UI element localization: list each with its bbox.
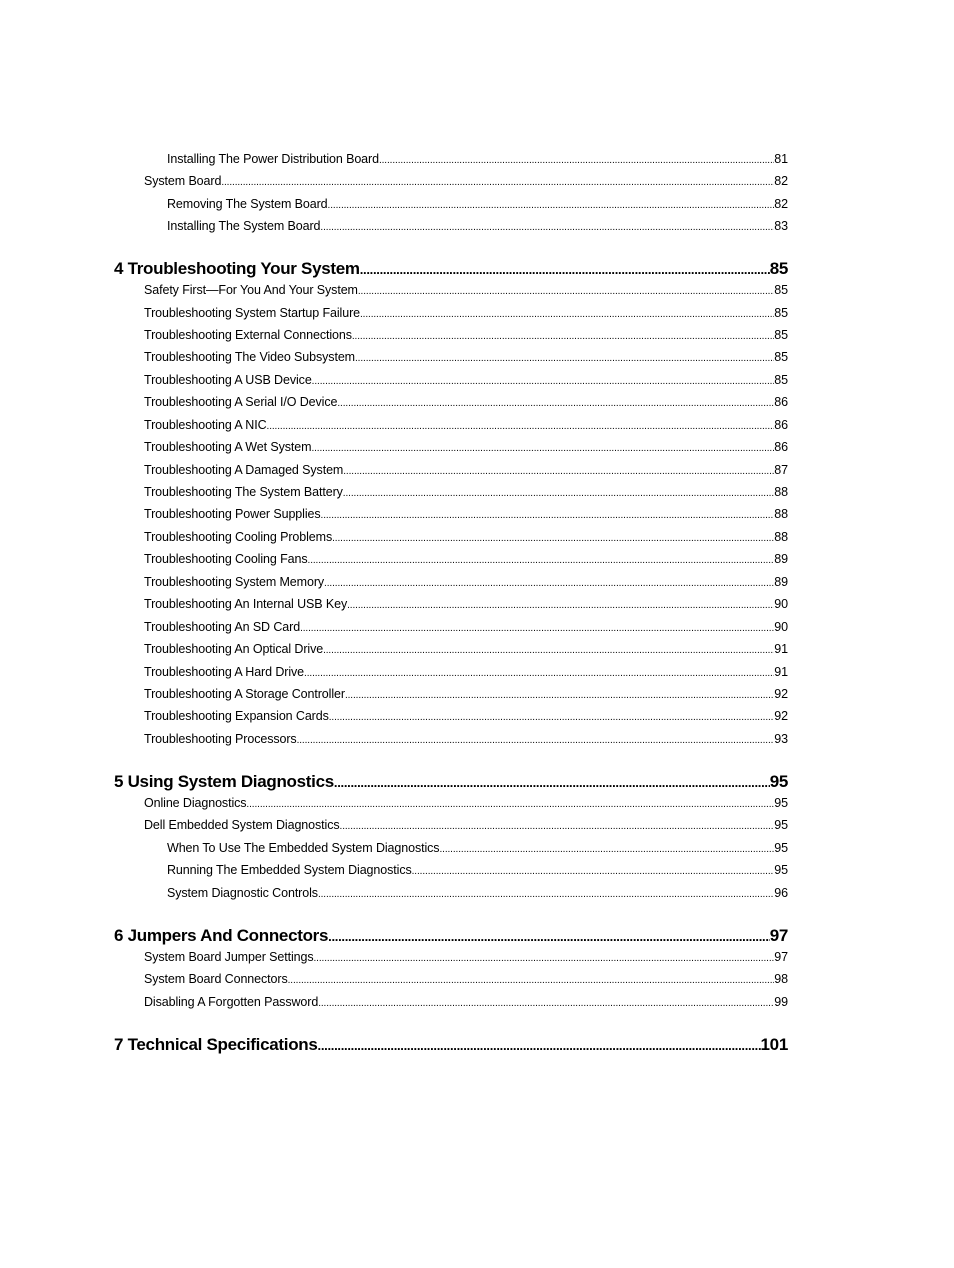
toc-entry-title: Troubleshooting An Optical Drive [144,642,324,656]
toc-page-number: 95 [774,818,788,832]
toc-page-number: 87 [774,463,788,477]
toc-page-number: 90 [774,620,788,634]
toc-section-entry[interactable] [144,395,788,409]
toc-page-number: 85 [769,259,788,278]
toc-page-number: 86 [774,440,788,454]
toc-page-number: 97 [774,950,788,964]
toc-page-number: 88 [774,507,788,521]
toc-dot-leader [340,821,775,832]
toc-dot-leader [343,466,774,477]
toc-entry-title: Troubleshooting A Hard Drive [144,665,305,679]
toc-entry-title: 5 Using System Diagnostics [114,772,334,791]
toc-entry-title: Troubleshooting A Storage Controller [144,687,345,701]
toc-chapter-entry[interactable] [114,772,788,792]
toc-dot-leader [347,600,774,611]
toc-dot-leader [439,844,774,855]
toc-dot-leader [304,668,774,679]
toc-entry-title: Troubleshooting Cooling Problems [144,530,333,544]
toc-section-entry[interactable] [144,418,788,432]
toc-entry-title: System Board [144,174,222,188]
toc-page-number: 95 [774,841,788,855]
toc-entry-title: Dell Embedded System Diagnostics [144,818,340,832]
toc-page-number: 97 [769,926,788,945]
toc-dot-leader [412,866,775,877]
toc-entry-title: Troubleshooting A NIC [144,418,267,432]
toc-page-number: 91 [774,665,788,679]
toc-dot-leader [345,690,774,701]
toc-page-number: 92 [774,709,788,723]
toc-dot-leader [312,376,775,387]
toc-entry-title: Troubleshooting A Wet System [144,440,312,454]
toc-entry-title: Running The Embedded System Diagnostics [167,863,412,877]
toc-section-entry[interactable] [144,709,788,723]
toc-section-entry[interactable] [144,350,788,364]
toc-dot-leader [324,578,774,589]
toc-dot-leader [343,488,774,499]
toc-section-entry[interactable] [144,665,788,679]
toc-section-entry[interactable] [167,152,788,166]
toc-dot-leader [311,443,774,454]
toc-dot-leader [332,533,774,544]
toc-dot-leader [328,200,775,211]
toc-page-number: 85 [774,373,788,387]
toc-page-number: 91 [774,642,788,656]
toc-section-entry[interactable] [144,796,788,810]
toc-section-entry[interactable] [167,863,788,877]
toc-page-number: 92 [774,687,788,701]
toc-section-entry[interactable] [144,687,788,701]
toc-section-entry[interactable] [144,328,788,342]
toc-page-number: 86 [774,395,788,409]
toc-section-entry[interactable] [144,507,788,521]
toc-section-entry[interactable] [144,620,788,634]
toc-entry-title: Troubleshooting A Serial I/O Device [144,395,338,409]
toc-dot-leader [308,555,775,566]
toc-entry-title: Troubleshooting Expansion Cards [144,709,329,723]
toc-dot-leader [267,421,775,432]
toc-chapter-entry[interactable] [114,259,788,279]
toc-entry-title: System Board Jumper Settings [144,950,314,964]
toc-dot-leader [334,775,770,790]
toc-entry-title: Safety First—For You And Your System [144,283,358,297]
toc-dot-leader [221,177,774,188]
toc-dot-leader [360,309,774,320]
toc-page-number: 89 [774,575,788,589]
toc-entry-title: Online Diagnostics [144,796,247,810]
toc-entry-title: System Diagnostic Controls [167,886,318,900]
toc-page-number: 96 [774,886,788,900]
toc-dot-leader [246,799,774,810]
toc-dot-leader [328,929,770,944]
toc-entry-title: 6 Jumpers And Connectors [114,926,329,945]
toc-dot-leader [320,222,774,233]
toc-chapter-entry[interactable] [114,1035,788,1055]
toc-entry-title: Troubleshooting The System Battery [144,485,343,499]
toc-entry-title: Troubleshooting The Video Subsystem [144,350,355,364]
toc-entry-title: Troubleshooting A Damaged System [144,463,344,477]
toc-page-number: 83 [774,219,788,233]
toc-page-number: 95 [774,796,788,810]
toc-section-entry[interactable] [144,642,788,656]
toc-entry-title: Troubleshooting System Memory [144,575,325,589]
toc-section-entry[interactable] [144,174,788,188]
toc-section-entry[interactable] [144,995,788,1009]
toc-entry-title: Removing The System Board [167,197,328,211]
toc-page-number: 88 [774,530,788,544]
toc-page-number: 85 [774,283,788,297]
toc-page-number: 93 [774,732,788,746]
toc-page-number: 82 [774,197,788,211]
toc-dot-leader [358,286,774,297]
toc-page-number: 85 [774,328,788,342]
toc-dot-leader [352,331,774,342]
toc-section-entry[interactable] [144,283,788,297]
toc-dot-leader [314,953,775,964]
toc-section-entry[interactable] [167,197,788,211]
toc-dot-leader [318,998,774,1009]
toc-section-entry[interactable] [144,732,788,746]
toc-chapter-entry[interactable] [114,926,788,946]
toc-section-entry[interactable] [144,972,788,986]
toc-page-number: 98 [774,972,788,986]
toc-entry-title: Troubleshooting An Internal USB Key [144,597,348,611]
toc-entry-title: When To Use The Embedded System Diagnostics [167,841,440,855]
toc-dot-leader [321,510,775,521]
toc-entry-title: Troubleshooting External Connections [144,328,352,342]
toc-dot-leader [300,623,774,634]
toc-section-entry[interactable] [144,818,788,832]
toc-entry-title: Installing The Power Distribution Board [167,152,379,166]
toc-section-entry[interactable] [167,219,788,233]
toc-page-number: 81 [774,152,788,166]
toc-section-entry[interactable] [144,530,788,544]
toc-page-number: 88 [774,485,788,499]
toc-section-entry[interactable] [144,597,788,611]
toc-dot-leader [318,1038,761,1053]
toc-page-number: 85 [774,350,788,364]
toc-entry-title: System Board Connectors [144,972,288,986]
toc-entry-title: Disabling A Forgotten Password [144,995,319,1009]
toc-entry-title: 4 Troubleshooting Your System [114,259,360,278]
toc-entry-title: Troubleshooting Cooling Fans [144,552,308,566]
toc-page-number: 95 [769,772,788,791]
toc-dot-leader [323,645,774,656]
toc-dot-leader [355,353,774,364]
toc-dot-leader [297,735,775,746]
toc-entry-title: 7 Technical Specifications [114,1035,318,1054]
toc-entry-title: Troubleshooting System Startup Failure [144,306,360,320]
toc-section-entry[interactable] [144,373,788,387]
toc-section-entry[interactable] [144,440,788,454]
toc-page-number: 85 [774,306,788,320]
toc-dot-leader [329,712,775,723]
toc-dot-leader [360,262,770,277]
toc-dot-leader [379,155,774,166]
toc-page-number: 90 [774,597,788,611]
toc-entry-title: Troubleshooting A USB Device [144,373,312,387]
toc-section-entry[interactable] [167,841,788,855]
toc-section-entry[interactable] [167,886,788,900]
toc-section-entry[interactable] [144,552,788,566]
toc-entry-title: Troubleshooting Power Supplies [144,507,321,521]
toc-page-number: 101 [760,1035,788,1054]
toc-dot-leader [337,398,774,409]
toc-section-entry[interactable] [144,575,788,589]
toc-dot-leader [288,975,775,986]
toc-page-number: 99 [774,995,788,1009]
toc-section-entry[interactable] [144,950,788,964]
toc-section-entry[interactable] [144,463,788,477]
toc-page-number: 89 [774,552,788,566]
toc-section-entry[interactable] [144,306,788,320]
toc-page-number: 95 [774,863,788,877]
toc-entry-title: Installing The System Board [167,219,321,233]
toc-entry-title: Troubleshooting Processors [144,732,297,746]
toc-page-number: 82 [774,174,788,188]
toc-section-entry[interactable] [144,485,788,499]
toc-dot-leader [318,889,774,900]
toc-entry-title: Troubleshooting An SD Card [144,620,301,634]
toc-page-number: 86 [774,418,788,432]
